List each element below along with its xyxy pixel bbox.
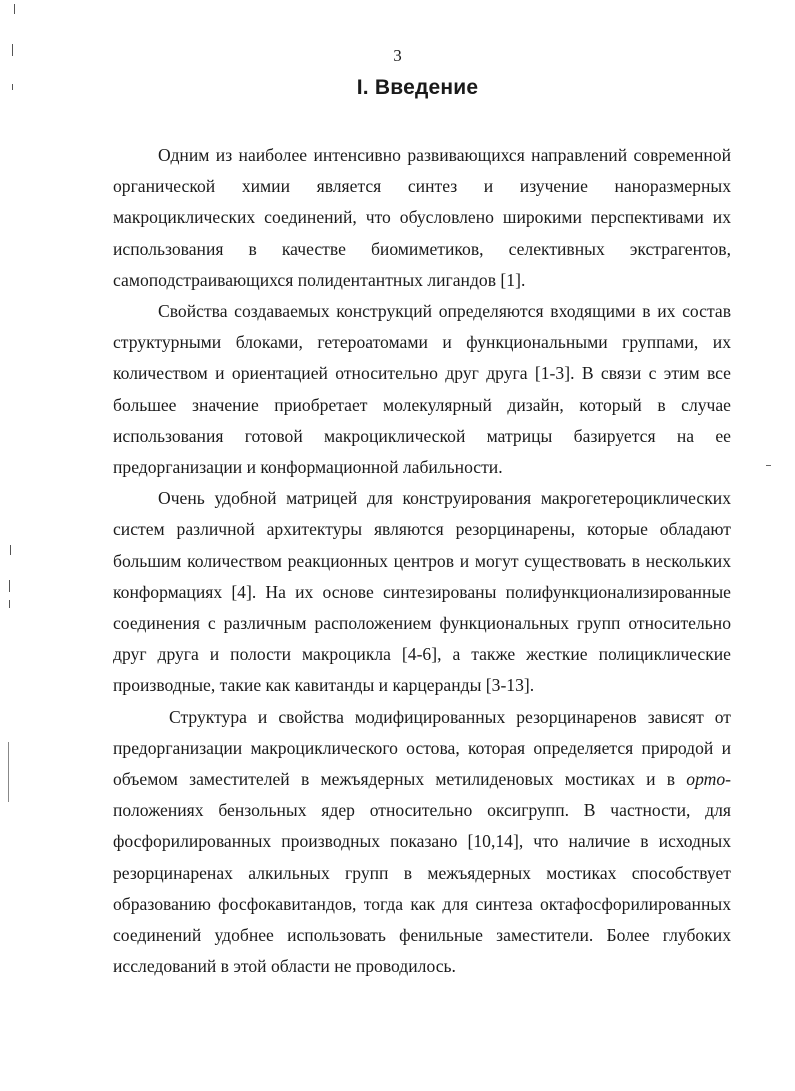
italic-term: орто [686, 769, 726, 790]
paragraph-4-text-cont: -положениях бензольных ядер относительно оксигрупп. В частности, для фосфорилированных производных показано [10,14], что наличие в исходных резорцинаренах алкильных групп в межъядерных мостиках способствует образованию фосфокавитандов, тогда как для синтеза октафосфорилированных соединений удобнее использовать фенильные заместители. Более глубоких исследований в этой области не проводилось. [113, 769, 731, 977]
paragraph-1: Одним из наиболее интенсивно развивающихся направлений современной органической химии является синтез и изучение наноразмерных макроциклических соединений, что обусловлено широкими перспективами их использования в качестве биомиметиков, селективных экстрагентов, самоподстраивающихся полидентантных лигандов [1]. [113, 145, 731, 290]
scan-artifact [766, 465, 771, 466]
page-number: 3 [393, 46, 402, 65]
scan-artifact [8, 742, 9, 802]
scan-artifact [10, 545, 11, 555]
document-body [113, 140, 731, 982]
scan-artifact [9, 600, 10, 608]
paragraph-3: Очень удобной матрицей для конструирования макрогетероциклических систем различной архитектуры являются резорцинарены, которые обладают большим количеством реакционных центров и могут существовать в нескольких конформациях [4]. На их основе синтезированы полифункционализированные соединения с различным расположением функциональных групп относительно друг друга и полости макроцикла [4-6], а также жесткие полициклические производные, такие как кавитанды и карцеранды [3-13]. [113, 488, 731, 696]
paragraph-4 [113, 702, 731, 983]
scan-artifact [9, 580, 10, 592]
section-heading: I. Введение [356, 76, 479, 99]
paragraph-2: Свойства создаваемых конструкций определяются входящими в их состав структурными блоками, гетероатомами и функциональными группами, их количеством и ориентацией относительно друг друга [1-3]. В связи с этим все большее значение приобретает молекулярный дизайн, который в случае использования готовой макроциклической матрицы базируется на ее предорганизации и конформационной лабильности. [113, 301, 731, 478]
scan-artifact [14, 4, 15, 14]
paragraph-4-text: Структура и свойства модифицированных резорцинаренов зависят от предорганизации макроциклического остова, которая определяется природой и объемом заместителей в межъядерных метилиденовых мостиках и в [113, 706, 731, 790]
